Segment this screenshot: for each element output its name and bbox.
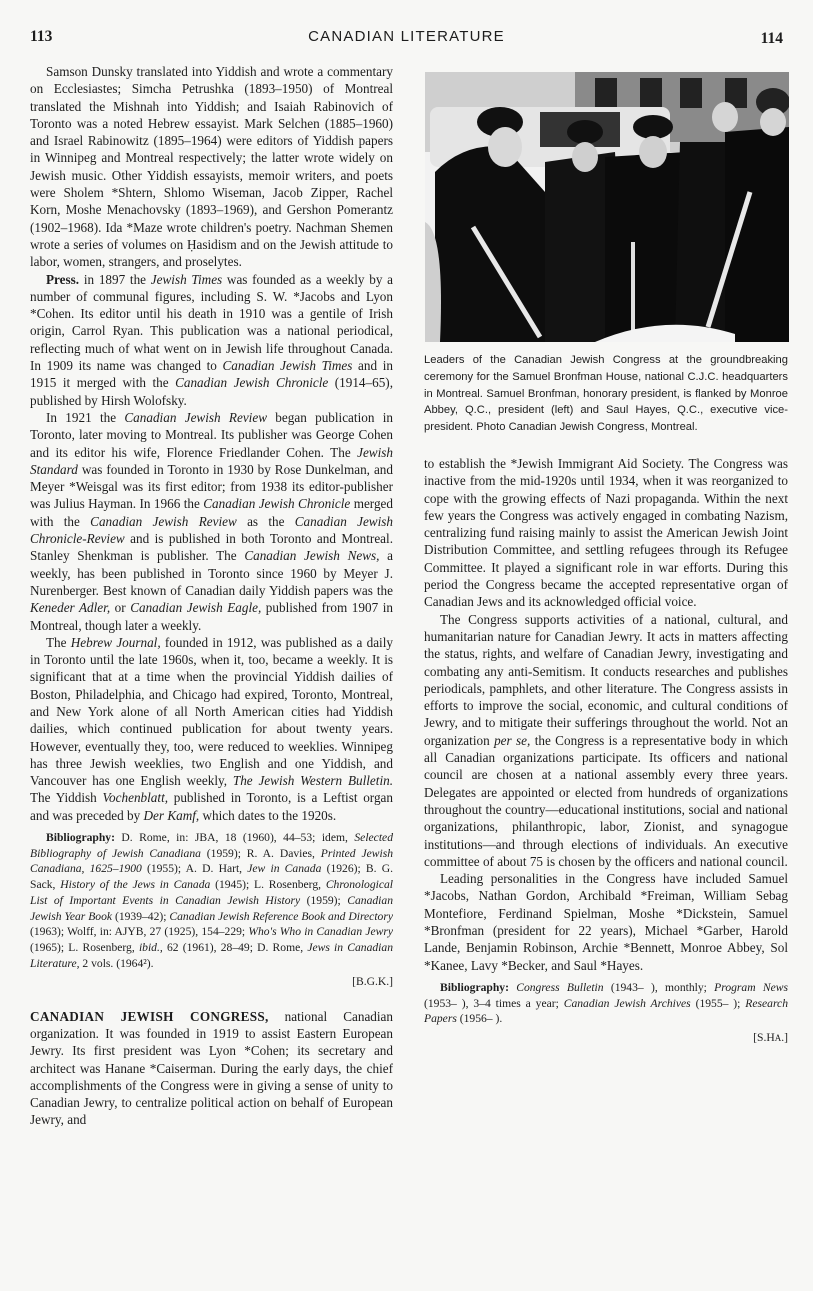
paragraph-review: In 1921 the Canadian Jewish Review began publication in Toronto, later moving to Montreal. Its publisher was George Cohen and its editor his wife, Florence Friedlander Cohen. The Jewish Standard was founded in Toronto in 1930 by Rose Dunkelman, and Meyer *Weisgal was its first editor; from 1938 its editor-publisher was Julius Hayman. In 1966 the Canadian Jewish Chronicle merged with the Canadian Jewish Review as the Canadian Jewish Chronicle-Review and is published in both Toronto and Montreal. Stanley Shenkman is publisher. The Canadian Jewish News, a weekly, has been published in Toronto since 1960 by Meyer J. Nurenberger. Best known of Canadian daily Yiddish papers was the Keneder Adler, or Canadian Jewish Eagle, published from 1907 in Montreal, though later a weekly.	[30, 409, 394, 633]
paragraph-press: Press. in 1897 the Jewish Times was founded as a weekly by a number of communal figures, including S. W. *Jacobs and Lyon *Cohen. Its editor until his death in 1910 was a gentile of Irish origin, Carrol Ryan. This publication was a national periodical, reflecting much of what went on in Jewish life throughout Canada. In 1909 its name was changed to Canadian Jewish Times and in 1915 it merged with the Canadian Jewish Chronicle (1914–65), published by Hirsh Wolofsky.	[30, 271, 394, 408]
page-number-right: 114	[760, 30, 783, 47]
groundbreaking-photo	[425, 72, 789, 342]
bibliography-label: Bibliography:	[440, 980, 509, 994]
entry-title: CANADIAN JEWISH CONGRESS,	[30, 1008, 269, 1024]
right-column	[424, 455, 788, 1047]
bibliography-label: Bibliography:	[46, 831, 115, 845]
paragraph-congress-history: to establish the *Jewish Immigrant Aid Society. The Congress was inactive from the mid-1920s until 1934, when it was reorganized to cope with the growing effects of Nazi propaganda. Within the next few years the Congress was actively engaged in combating Nazism, centralizing fund raising mainly to assist the American Jewish Joint Distribution Committee, and settling refugees through its Refugee Committee. It played a significant role in war efforts. During this period the Congress became the accepted representative organ of Canadian Jews and its acknowledged official voice.	[424, 456, 788, 610]
paragraph-hebrew-journal: The Hebrew Journal, founded in 1912, was published as a daily in Toronto until the late 1960s, when it, too, became a weekly. It is significant that at a time when the provincial Yiddish dailies of Boston, Philadelphia, and Chicago had expired, Toronto, Montreal, and New York alone of all North American cities had Yiddish dailies, which continued publication for about twenty years. However, eventually they, too, were reduced to weeklies. Winnipeg has three Jewish weeklies, two English and one Yiddish, and Vancouver has one English weekly, The Jewish Western Bulletin. The Yiddish Vochenblatt, published in Toronto, is a Leftist organ and was preceded by Der Kamf, which dates to the 1920s.	[30, 634, 393, 823]
running-head	[30, 28, 783, 50]
running-head-title: CANADIAN LITERATURE	[308, 28, 505, 45]
bibliography-literature: Bibliography: D. Rome, in: JBA, 18 (1960), 44–53; idem, Selected Bibliography of Jewish Canadiana (1959); R. A. Davies, Printed Jewish Canadiana, 1625–1900 (1955); A. D. Hart, Jew in Canada (1926); B. G. Sack, History of the Jews in Canada (1945); L. Rosenberg, Chronological List of Important Events in Canadian Jewish History (1959); Canadian Jewish Year Book (1939–42); Canadian Jewish Reference Book and Directory (1963); Wolff, in: AJYB, 27 (1925), 154–229; Who's Who in Canadian Jewry (1965); L. Rosenberg, ibid., 62 (1961), 28–49; D. Rome, Jews in Canadian Literature, 2 vols. (1964²).	[30, 831, 394, 970]
author-signature: [B.G.K.]	[352, 975, 393, 989]
left-column	[30, 63, 393, 1129]
section-heading-press: Press.	[46, 271, 80, 287]
page-number-left: 113	[30, 28, 53, 45]
paragraph-congress-activities: The Congress supports activities of a national, cultural, and humanitarian nature for Canadian Jewry. It acts in matters affecting the status, rights, and welfare of Canadian Jewry, investigating and combating any anti-Semitism. It conducts researches and publishes periodicals, pamphlets, and other literature. The Congress assists in efforts to improve the social, economic, and cultural conditions of Jewry, and to mitigate their sufferings throughout the world. Not an organization per se, the Congress is a representative body in which all Canadian organizations participate. Its officers and national council are chosen at a national assembly every three years. Delegates are appointed or elected from hundreds of organizations throughout the country—educational institutions, social and national organizations, philanthropic, labor, Zionist, and synagogue institutions—and through elections of individuals. An executive committee of about 75 is chosen by the officers and national council.	[424, 611, 788, 869]
paragraph-leading-personalities: Leading personalities in the Congress have included Samuel *Jacobs, Nathan Gordon, Archibald *Freiman, William Sebag Montefiore, Ferdinand Spielman, Moshe *Dickstein, Samuel *Bronfman (president for 22 years), Michael *Garber, Harold Lande, Benjamin Robinson, Archie *Bennett, Monroe Abbey, Sol *Kanee, Lavy *Becker, and Saul *Hayes.	[424, 871, 788, 973]
bibliography-congress: Bibliography: Congress Bulletin (1943– ), monthly; Program News (1953– ), 3–4 times a year; Canadian Jewish Archives (1955– ); Research Papers (1956– ).	[424, 980, 788, 1026]
photo-image	[425, 72, 789, 342]
paragraph-yiddish-writers: Samson Dunsky translated into Yiddish and wrote a commentary on Ecclesiastes; Simcha Petrushka (1893–1950) of Montreal translated the Mishnah into Yiddish; and Isaiah Rabinovich of Toronto was a noted Hebrew essayist. Mark Selchen (1885–1960) and Israel Rabinowitz (1895–1964) were editors of Yiddish papers in Winnipeg and Montreal respectively; the latter wrote widely on Jewish music. Other Yiddish essayists, memoir writers, and poets were Sholem *Shtern, Shlomo Wiseman, Jacob Zipper, Rachel Korn, Moshe Menachovsky (1893–1969), and Gershon Pomerantz (1902–1968). Ida *Maze wrote children's poetry. Nachman Shemen wrote a series of volumes on Ḥasidism and on the Jewish attitude to labor, women, strangers, and proselytes.	[30, 64, 393, 270]
photo-caption: Leaders of the Canadian Jewish Congress at the groundbreaking ceremony for the Samuel Bronfman House, national C.J.C. headquarters in Montreal. Samuel Bronfman, honorary president, is flanked by Monroe Abbey, Q.C., president (left) and Saul Hayes, Q.C., executive vice-president. Photo Canadian Jewish Congress, Montreal.	[424, 354, 788, 434]
author-signature: [S.HA.]	[753, 1031, 788, 1045]
entry-canadian-jewish-congress: CANADIAN JEWISH CONGRESS, national Canadian organization. It was founded in 1919 to assist Eastern European Jewry. Its first president was Lyon *Cohen; its secretary and architect was Hanane *Caiserman. During the early days, the chief accomplishments of the Congress were in giving a sense of unity to Canadian Jewry, to centralize political action on behalf of European Jewry, and	[30, 1008, 394, 1128]
